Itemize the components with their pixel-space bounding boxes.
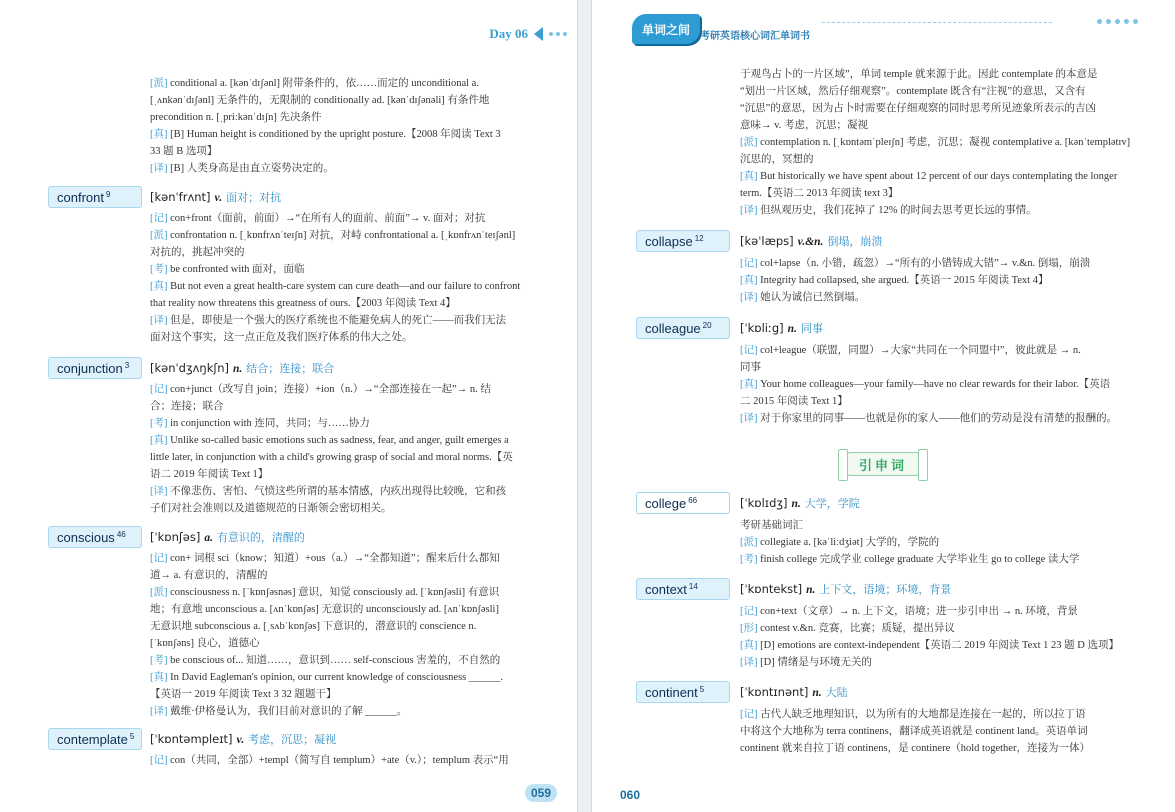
meaning: 倒塌，崩溃 bbox=[827, 235, 883, 248]
text-line: [ˈkɒnʃəns] 良心，道德心 bbox=[150, 638, 260, 649]
text-line: [真] In David Eagleman's opinion, our current knowledge of consciousness ______. bbox=[150, 672, 503, 683]
text-line: [译] 戴维·伊格曼认为，我们目前对意识的了解 ______。 bbox=[150, 706, 408, 717]
text-line: 面对这个事实，这一点正危及我们医疗体系的伟大之处。 bbox=[150, 332, 413, 343]
section-tag: [派] bbox=[740, 537, 758, 548]
phonetic: [kənˈdʒʌŋkʃn] bbox=[150, 361, 230, 375]
text-line: term.【英语二 2013 年阅读 text 3】 bbox=[740, 188, 899, 199]
word-frequency: 9 bbox=[105, 189, 111, 199]
text-line: [ˌʌnkənˈdɪʃənl] 无条件的，无限制的 conditionally ad. [kənˈdɪʃənəli] 有条件地 bbox=[150, 95, 490, 106]
part-of-speech: v. bbox=[214, 192, 223, 204]
word-frequency: 12 bbox=[694, 233, 704, 243]
word-college bbox=[636, 492, 730, 514]
text-line: [派] collegiate a. [kəˈliːdʒiət] 大学的，学院的 bbox=[740, 537, 940, 548]
page-number-text: 060 bbox=[620, 788, 641, 802]
text-line: 二 2015 年阅读 Text 1】 bbox=[740, 396, 848, 407]
word-header bbox=[740, 320, 823, 336]
book-badge: 单词之间 bbox=[632, 14, 700, 44]
day-header bbox=[489, 26, 567, 42]
word-header bbox=[740, 495, 860, 511]
text-line: continent 就来自拉丁语 continens，是 continere（hold together，连接为一体） bbox=[740, 743, 1090, 754]
text-line: [考] in conjunction with 连同，共同；与……协力 bbox=[150, 418, 370, 429]
meaning: 上下文，语境；环境，背景 bbox=[819, 583, 952, 596]
text-line: [真] Unlike so-called basic emotions such as sadness, fear, and anger, guilt emerges a bbox=[150, 435, 509, 446]
section-tag: [记] bbox=[150, 384, 168, 395]
section-tag: [译] bbox=[150, 315, 168, 326]
section-tag: [考] bbox=[740, 554, 758, 565]
left-page bbox=[0, 0, 577, 812]
entry-body bbox=[150, 381, 540, 517]
text-line: 地；有意地 unconscious a. [ʌnˈkɒnʃəs] 无意识的 unconsciously ad. [ʌnˈkɒnʃəsli] bbox=[150, 604, 499, 615]
text-line: 【英语一 2019 年阅读 Text 3 32 题题干】 bbox=[150, 689, 337, 700]
word-text: colleague bbox=[645, 320, 701, 336]
word-frequency: 46 bbox=[116, 529, 126, 539]
entry-body bbox=[740, 603, 1135, 671]
text-line: [考] be confronted with 面对，面临 bbox=[150, 264, 305, 275]
phonetic: [ˈkɒntekst] bbox=[740, 582, 803, 596]
entry-body bbox=[150, 752, 540, 769]
section-tag: [派] bbox=[150, 78, 168, 89]
phonetic: [kənˈfrʌnt] bbox=[150, 190, 211, 204]
section-tag: [译] bbox=[740, 657, 758, 668]
word-context bbox=[636, 578, 730, 600]
section-tag: [记] bbox=[150, 755, 168, 766]
text-line: 合；连接；联合 bbox=[150, 401, 224, 412]
header-divider bbox=[822, 22, 1052, 23]
dots-icon bbox=[1097, 19, 1138, 24]
text-line: [记] con+ 词根 sci（know；知道）+ous（a.）→“全都知道”；醒来后什么都知 bbox=[150, 553, 500, 564]
word-frequency: 3 bbox=[124, 360, 130, 370]
word-header bbox=[740, 684, 848, 700]
text-line: [记] 古代人缺乏地理知识，以为所有的大地都是连接在一起的，所以拉丁语 bbox=[740, 709, 1086, 720]
section-tag: [记] bbox=[150, 213, 168, 224]
phonetic: [ˈkɒliːg] bbox=[740, 321, 784, 335]
meaning: 大学，学院 bbox=[804, 497, 860, 510]
phonetic: [ˈkɒnʃəs] bbox=[150, 530, 201, 544]
text-line: [记] col+league（联盟，同盟）→大家“共同在一个同盟中”，彼此就是 → n. bbox=[740, 345, 1081, 356]
word-text: contemplate bbox=[57, 731, 128, 747]
word-collapse bbox=[636, 230, 730, 252]
section-tag: [译] bbox=[740, 292, 758, 303]
word-header bbox=[740, 233, 882, 249]
section-tag: [真] bbox=[740, 379, 758, 390]
word-text: conjunction bbox=[57, 360, 123, 376]
section-tag: [记] bbox=[740, 709, 758, 720]
text-line: precondition n. [ˌpriːkənˈdɪʃn] 先决条件 bbox=[150, 112, 322, 123]
text-line: [考] finish college 完成学业 college graduate 大学毕业生 go to college 读大学 bbox=[740, 554, 1080, 565]
meaning: 考虑，沉思；凝视 bbox=[248, 733, 337, 746]
text-line: 无意识地 subconscious a. [ˌsʌbˈkɒnʃəs] 下意识的，潜意识的 conscience n. bbox=[150, 621, 477, 632]
word-contemplate bbox=[48, 728, 142, 750]
section-title-derived-words: 引申词 bbox=[847, 452, 919, 476]
word-text: college bbox=[645, 495, 687, 511]
section-tag: [真] bbox=[150, 435, 168, 446]
part-of-speech: n. bbox=[812, 687, 822, 699]
text-line: 子们对社会准则以及道德规范的日渐领会密切相关。 bbox=[150, 503, 392, 514]
part-of-speech: a. bbox=[204, 532, 213, 544]
section-tag: [译] bbox=[740, 413, 758, 424]
word-frequency: 14 bbox=[688, 581, 698, 591]
text-line: [形] contest v.&n. 竞赛，比赛；质疑，提出异议 bbox=[740, 623, 955, 634]
phonetic: [ˈkɒntəmpleɪt] bbox=[150, 732, 233, 746]
text-line: [派] conditional a. [kənˈdɪʃənl] 附带条件的，依……而定的 unconditional a. bbox=[150, 78, 479, 89]
part-of-speech: n. bbox=[791, 498, 801, 510]
section-tag: [考] bbox=[150, 418, 168, 429]
text-line: that reality now threatens this greatness of ours.【2003 年阅读 Text 4】 bbox=[150, 298, 456, 309]
text-line: 对抗的，挑起冲突的 bbox=[150, 247, 245, 258]
intro-block bbox=[150, 75, 540, 177]
word-text: confront bbox=[57, 189, 104, 205]
word-header bbox=[740, 581, 951, 597]
meaning: 结合；连接；联合 bbox=[246, 362, 335, 375]
text-line: [考] be conscious of... 知道……，意识到…… self-conscious 害羞的，不自然的 bbox=[150, 655, 501, 666]
intro-block bbox=[740, 66, 1135, 219]
word-text: conscious bbox=[57, 529, 115, 545]
text-line: [记] con+text（文章）→ n. 上下文，语境；进一步引申出 → n. 环境，背景 bbox=[740, 606, 1078, 617]
word-text: collapse bbox=[645, 233, 693, 249]
word-header bbox=[150, 529, 305, 545]
word-text: continent bbox=[645, 684, 698, 700]
text-line: 同事 bbox=[740, 362, 761, 373]
word-frequency: 5 bbox=[699, 684, 705, 694]
text-line: [真] [D] emotions are context-independent【英语二 2019 年阅读 Text 1 23 题 D 选项】 bbox=[740, 640, 1119, 651]
section-tag: [派] bbox=[740, 137, 758, 148]
arrow-left-icon bbox=[534, 27, 543, 41]
text-line: [真] Your home colleagues—your family—have no clear rewards for their labor.【英语 bbox=[740, 379, 1111, 390]
word-conscious bbox=[48, 526, 142, 548]
section-tag: [真] bbox=[740, 171, 758, 182]
text-line: [译] 对于你家里的同事——也就是你的家人——他们的劳动是没有清楚的报酬的。 bbox=[740, 413, 1118, 424]
section-tag: [真] bbox=[740, 640, 758, 651]
text-line: [真] But historically we have spent about 12 percent of our days contemplating the longer bbox=[740, 171, 1118, 182]
word-confront bbox=[48, 186, 142, 208]
word-frequency: 20 bbox=[702, 320, 712, 330]
entry-body bbox=[740, 255, 1135, 306]
section-tag: [真] bbox=[740, 275, 758, 286]
phonetic: [ˈkɒlɪdʒ] bbox=[740, 496, 788, 510]
section-tag: [派] bbox=[150, 587, 168, 598]
text-line: [真] But not even a great health-care system can cure death—and our failure to confront bbox=[150, 281, 521, 292]
text-line: “沉思”的意思，因为占卜时需要在仔细观察的同时思考所见迹象所表示的吉凶 bbox=[740, 103, 1096, 114]
word-frequency: 66 bbox=[688, 495, 698, 505]
section-tag: [记] bbox=[740, 345, 758, 356]
word-header bbox=[150, 360, 334, 376]
text-line: 沉思的，冥想的 bbox=[740, 154, 814, 165]
text-line: 33 题 B 选项】 bbox=[150, 146, 218, 157]
phonetic: [kəˈlæps] bbox=[740, 234, 794, 248]
part-of-speech: n. bbox=[787, 323, 797, 335]
section-tag: [考] bbox=[150, 264, 168, 275]
page-number-text: 059 bbox=[525, 784, 557, 802]
section-tag: [记] bbox=[150, 553, 168, 564]
page-number bbox=[620, 788, 640, 802]
page-number bbox=[525, 784, 557, 802]
word-frequency: 5 bbox=[129, 731, 135, 741]
section-tag: [记] bbox=[740, 258, 758, 269]
text-line: [记] col+lapse（n. 小错，疏忽）→“所有的小错铸成大错”→ v.&n. 倒塌，崩溃 bbox=[740, 258, 1091, 269]
section-tag: [形] bbox=[740, 623, 758, 634]
section-tag: [派] bbox=[150, 230, 168, 241]
part-of-speech: v. bbox=[236, 734, 245, 746]
section-tag: [译] bbox=[740, 205, 758, 216]
meaning: 面对；对抗 bbox=[226, 191, 282, 204]
text-line: 考研基础词汇 bbox=[740, 520, 803, 531]
section-tag: [考] bbox=[150, 655, 168, 666]
word-colleague bbox=[636, 317, 730, 339]
text-line: [译] [D] 情绪是与环境无关的 bbox=[740, 657, 872, 668]
text-line: [译] 她认为诚信已然倒塌。 bbox=[740, 292, 866, 303]
text-line: little later, in conjunction with a child's growing grasp of social and moral norms.【英 bbox=[150, 452, 513, 463]
section-tag: [译] bbox=[150, 163, 168, 174]
text-line: [译] [B] 人类身高是由直立姿势决定的。 bbox=[150, 163, 334, 174]
text-line: 中将这个大地称为 terra continens，翻译成英语就是 continent land。英语单词 bbox=[740, 726, 1088, 737]
text-line: [记] con+front（面前，前面）→“在所有人的面前、前面”→ v. 面对；对抗 bbox=[150, 213, 486, 224]
section-tag: [真] bbox=[150, 129, 168, 140]
text-line: “划出一片区域，然后仔细观察”。contemplate 既含有“注视”的意思，又含有 bbox=[740, 86, 1086, 97]
text-line: [真] Integrity had collapsed, she argued.【英语一 2015 年阅读 Text 4】 bbox=[740, 275, 1049, 286]
section-tag: [译] bbox=[150, 486, 168, 497]
right-page bbox=[592, 0, 1175, 812]
word-conjunction bbox=[48, 357, 142, 379]
text-line: [派] consciousness n. [ˈkɒnʃəsnəs] 意识，知觉 consciously ad. [ˈkɒnʃəsli] 有意识 bbox=[150, 587, 500, 598]
section-tag: [译] bbox=[150, 706, 168, 717]
entry-body bbox=[740, 706, 1135, 757]
text-line: [记] con+junct（改写自 join；连接）+ion（n.）→“全部连接在一起”→ n. 结 bbox=[150, 384, 491, 395]
entry-body bbox=[740, 342, 1135, 427]
word-continent bbox=[636, 681, 730, 703]
word-text: context bbox=[645, 581, 687, 597]
page-gutter bbox=[577, 0, 592, 812]
phonetic: [ˈkɒntɪnənt] bbox=[740, 685, 809, 699]
entry-body bbox=[150, 550, 540, 720]
part-of-speech: n. bbox=[806, 584, 816, 596]
text-line: [派] confrontation n. [ˌkɒnfrʌnˈteɪʃn] 对抗，对峙 confrontational a. [ˌkɒnfrʌnˈteɪʃənl] bbox=[150, 230, 516, 241]
entry-body bbox=[740, 517, 1135, 568]
part-of-speech: v.&n. bbox=[797, 236, 824, 248]
meaning: 有意识的，清醒的 bbox=[216, 531, 305, 544]
meaning: 大陆 bbox=[825, 686, 848, 699]
dots-icon bbox=[549, 32, 567, 36]
text-line: 道→ a. 有意识的，清醒的 bbox=[150, 570, 268, 581]
word-header bbox=[150, 731, 336, 747]
text-line: 语二 2019 年阅读 Text 1】 bbox=[150, 469, 269, 480]
word-header bbox=[150, 189, 281, 205]
section-tag: [记] bbox=[740, 606, 758, 617]
text-line: [译] 不像悲伤、害怕、气愤这些所谓的基本情感，内疚出现得比较晚，它和孩 bbox=[150, 486, 507, 497]
part-of-speech: n. bbox=[233, 363, 243, 375]
section-tag: [真] bbox=[150, 672, 168, 683]
meaning: 同事 bbox=[800, 322, 823, 335]
day-label: Day 06 bbox=[489, 26, 528, 41]
text-line: [译] 但纵观历史，我们花掉了 12% 的时间去思考更长远的事情。 bbox=[740, 205, 1037, 216]
text-line: [真] [B] Human height is conditioned by the upright posture.【2008 年阅读 Text 3 bbox=[150, 129, 501, 140]
text-line: [记] con（共同，全部）+templ（简写自 templum）+ate（v.）；templum 表示“用 bbox=[150, 755, 509, 766]
entry-body bbox=[150, 210, 540, 346]
text-line: 于观鸟占卜的一片区域”，单词 temple 就来源于此。因此 contemplate 的本意是 bbox=[740, 69, 1098, 80]
book-subtitle: 考研英语核心词汇单词书 bbox=[700, 31, 810, 42]
text-line: [译] 但是，即使是一个强大的医疗系统也不能避免病人的死亡——而我们无法 bbox=[150, 315, 507, 326]
section-tag: [真] bbox=[150, 281, 168, 292]
text-line: 意味→ v. 考虑，沉思；凝视 bbox=[740, 120, 868, 131]
text-line: [派] contemplation n. [ˌkɒntəmˈpleɪʃn] 考虑，沉思；凝视 contemplative a. [kənˈtemplətɪv] bbox=[740, 137, 1131, 148]
